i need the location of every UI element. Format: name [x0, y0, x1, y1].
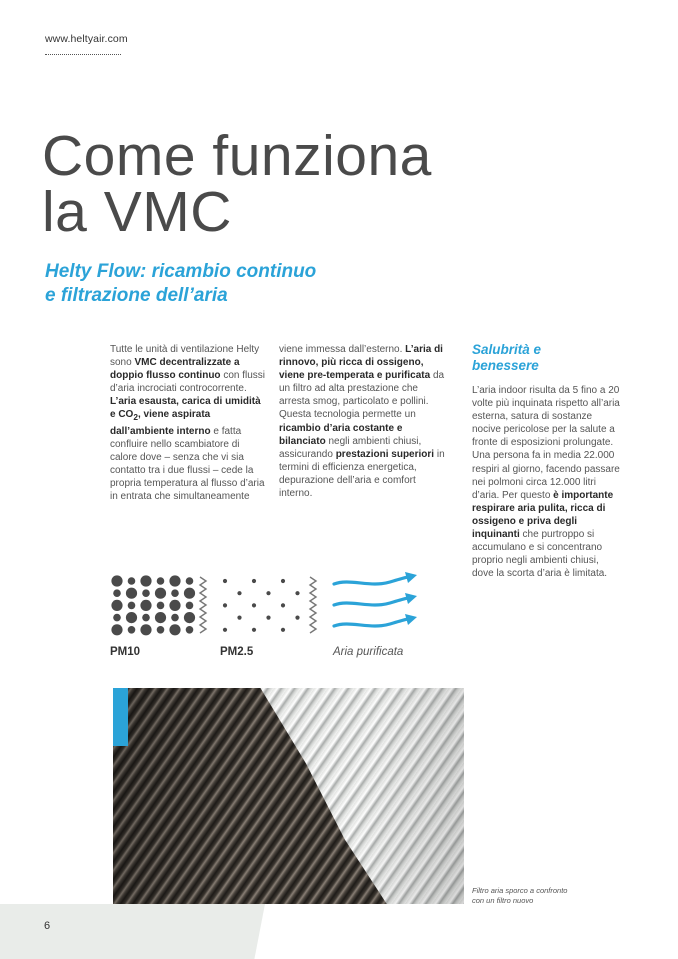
pm25-particle: [295, 591, 299, 595]
title-line-2: la VMC: [42, 180, 232, 244]
pm10-particle: [186, 602, 194, 610]
pm25-particles-icon: [223, 579, 300, 632]
col2-text-2: da un filtro ad alta prestazione che arresta smog, particolato e pollini. Questa tecnologia permette un: [279, 370, 445, 421]
pm25-particle: [237, 591, 241, 595]
col1-text-1: Tutte le unità di ventilazione Helty sono: [110, 344, 260, 369]
pm10-particles-icon: [111, 575, 195, 635]
site-url[interactable]: www.heltyair.com: [45, 33, 128, 45]
col2-text-1: viene immessa dall’esterno.: [279, 344, 406, 355]
accent-bar: [113, 688, 128, 746]
pm25-particle: [223, 603, 227, 607]
col1-bold-2: L’aria esausta, carica di umidità e CO: [110, 396, 261, 421]
body-column-2: [279, 343, 449, 500]
pm25-particle: [281, 579, 285, 583]
page-title: [42, 124, 432, 244]
arrow-heads-icon: [405, 572, 417, 625]
pm10-particle: [169, 600, 180, 611]
pm10-particle: [157, 626, 165, 634]
pm25-particle: [266, 616, 270, 620]
pm25-particle: [252, 603, 256, 607]
pm10-particle: [155, 612, 166, 623]
col1-text-2: con flussi d’aria incrociati controcorrente.: [110, 370, 266, 395]
subtitle-line-2: e filtrazione dell’aria: [45, 285, 228, 306]
pm25-particle: [223, 579, 227, 583]
sidebar-bold-1: è importante respirare aria pulita, ricca di ossigeno e priva degli inquinanti: [472, 489, 614, 541]
caption-line-1: Filtro aria sporco a confronto: [472, 886, 568, 895]
pm10-particle: [171, 589, 179, 597]
pm25-particle: [252, 579, 256, 583]
pm10-particle: [157, 602, 165, 610]
sidebar-title-line-1: Salubrità e: [472, 342, 542, 357]
dotted-divider: [45, 54, 121, 55]
col1-bold-3: , viene aspirata dall’ambiente interno: [110, 409, 211, 437]
filter-zigzag-1-icon: [200, 577, 206, 633]
pm10-particle: [113, 589, 121, 597]
sidebar-text-2: che purtroppo si accumulano e si concentrano proprio negli ambienti chiusi, dove la scorta d’aria è limitata.: [472, 529, 608, 580]
col1-text-3: e fatta confluire nello scambiatore di calore dove – senza che vi sia contatto tra i due flussi – cede la propria temperatura al flusso d’aria in entrata che simultaneamente: [110, 425, 265, 503]
co2-subscript: 2: [133, 412, 138, 423]
body-column-1: [110, 343, 268, 503]
filter-comparison-photo: [113, 688, 464, 904]
pm25-label: PM2.5: [220, 646, 254, 658]
purified-air-arrows-icon: [334, 577, 407, 626]
filtration-illustration: [105, 570, 425, 640]
pm10-particle: [111, 600, 122, 611]
col1-bold-1: VMC decentralizzate a doppio flusso continuo: [110, 357, 240, 382]
pm10-particle: [128, 626, 136, 634]
pm10-particle: [142, 614, 150, 622]
pm10-particle: [113, 614, 121, 622]
pm10-particle: [128, 602, 136, 610]
sidebar-title: [472, 342, 541, 374]
col2-text-3: negli ambienti chiusi, assicurando: [279, 435, 422, 460]
col2-bold-1: L’aria di rinnovo, più ricca di ossigeno, viene pre-temperata e purificata: [279, 344, 443, 382]
pm10-particle: [186, 577, 194, 585]
photo-shading: [113, 688, 464, 904]
pm10-particle: [111, 624, 122, 635]
pm25-particle: [266, 591, 270, 595]
pm10-particle: [128, 577, 136, 585]
caption-line-2: con un filtro nuovo: [472, 896, 534, 905]
photo-caption: [472, 886, 567, 906]
pm10-particle: [171, 614, 179, 622]
pm25-particle: [281, 603, 285, 607]
pm10-label: PM10: [110, 646, 141, 658]
pm10-particle: [111, 575, 122, 586]
page-number: 6: [44, 920, 51, 932]
page-subtitle: [45, 260, 316, 308]
pm10-particle: [126, 588, 137, 599]
pm10-particle: [142, 589, 150, 597]
pm10-particle: [169, 575, 180, 586]
filter-zigzag-2-icon: [310, 577, 316, 633]
pm25-particle: [223, 628, 227, 632]
pm10-particle: [140, 624, 151, 635]
sidebar-body: [472, 384, 622, 580]
pm10-particle: [184, 612, 195, 623]
pm10-particle: [126, 612, 137, 623]
pm10-particle: [140, 575, 151, 586]
pm25-particle: [281, 628, 285, 632]
footer-band: [0, 904, 265, 959]
title-line-1: Come funziona: [42, 124, 432, 188]
col2-text-4: in termini di efficienza energetica, depurazione dell’aria e comfort interno.: [279, 448, 445, 500]
purified-air-label: Aria purificata: [333, 646, 404, 658]
pm10-particle: [169, 624, 180, 635]
col2-bold-3: prestazioni superiori: [335, 448, 435, 460]
pm10-particle: [184, 588, 195, 599]
pm10-particle: [140, 600, 151, 611]
pm25-particle: [237, 616, 241, 620]
subtitle-line-1: Helty Flow: ricambio continuo: [45, 261, 317, 282]
pm10-particle: [157, 577, 165, 585]
pm25-particle: [252, 628, 256, 632]
col2-bold-2: ricambio d’aria costante e bilanciato: [279, 422, 403, 447]
pm10-particle: [186, 626, 194, 634]
sidebar-title-line-2: benessere: [472, 358, 539, 373]
pm10-particle: [155, 588, 166, 599]
sidebar-text-1: L’aria indoor risulta da 5 fino a 20 volte più inquinata rispetto all’aria esterna, satura di sostanze nocive pericolose per la salute a fronte di esposizioni prolungate. Una persona fa in media 22.000 respiri al giorno, facendo passare nei polmoni circa 12.000 litri d’aria. Per questo: [472, 385, 620, 501]
pm25-particle: [295, 616, 299, 620]
